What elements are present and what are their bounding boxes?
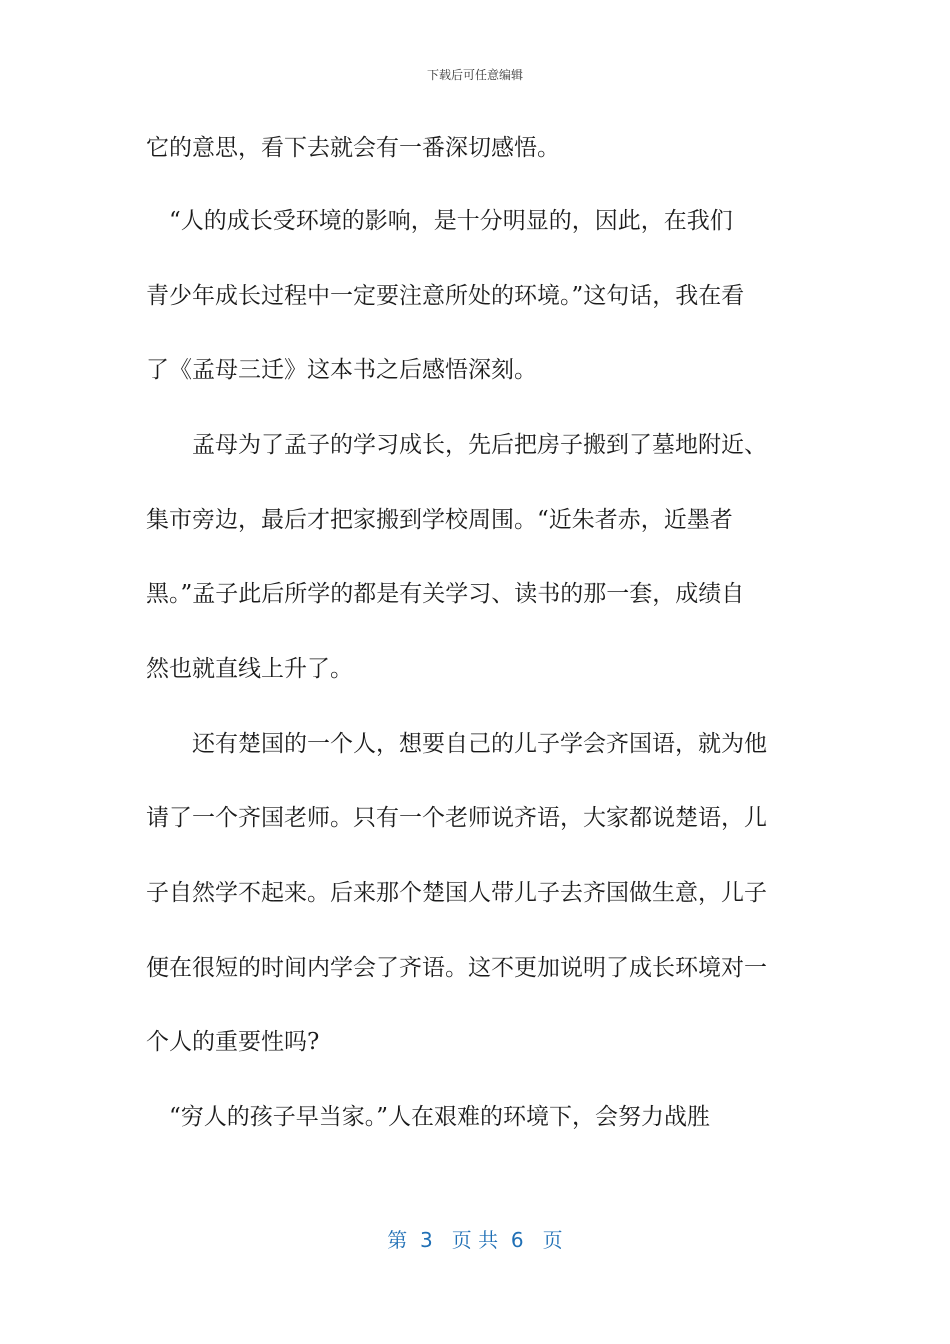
body-line: 请了一个齐国老师。只有一个老师说齐语，大家都说楚语，儿	[146, 805, 767, 831]
body-line: 便在很短的时间内学会了齐语。这不更加说明了成长环境对一	[146, 955, 767, 981]
body-line: 还有楚国的一个人，想要自己的儿子学会齐国语，就为他	[146, 731, 767, 757]
body-line: 子自然学不起来。后来那个楚国人带儿子去齐国做生意，儿子	[146, 880, 767, 906]
body-line: 集市旁边，最后才把家搬到学校周围。“近朱者赤，近墨者	[146, 507, 733, 533]
body-line: 它的意思，看下去就会有一番深切感悟。	[146, 135, 560, 161]
body-line: 个人的重要性吗?	[146, 1029, 320, 1055]
body-line: 然也就直线上升了。	[146, 656, 353, 682]
body-line: “穷人的孩子早当家。”人在艰难的环境下，会努力战胜	[146, 1104, 711, 1130]
body-line: 孟母为了孟子的学习成长，先后把房子搬到了墓地附近、	[146, 432, 767, 458]
body-line: “人的成长受环境的影响，是十分明显的，因此，在我们	[146, 208, 733, 234]
body-line: 黑。”孟子此后所学的都是有关学习、读书的那一套，成绩自	[146, 581, 745, 607]
body-line: 了《孟母三迁》这本书之后感悟深刻。	[146, 357, 537, 383]
header-note: 下载后可任意编辑	[426, 68, 523, 82]
page-number-footer: 第 3 页 共 6 页	[387, 1228, 563, 1252]
body-line: 青少年成长过程中一定要注意所处的环境。”这句话，我在看	[146, 283, 745, 309]
